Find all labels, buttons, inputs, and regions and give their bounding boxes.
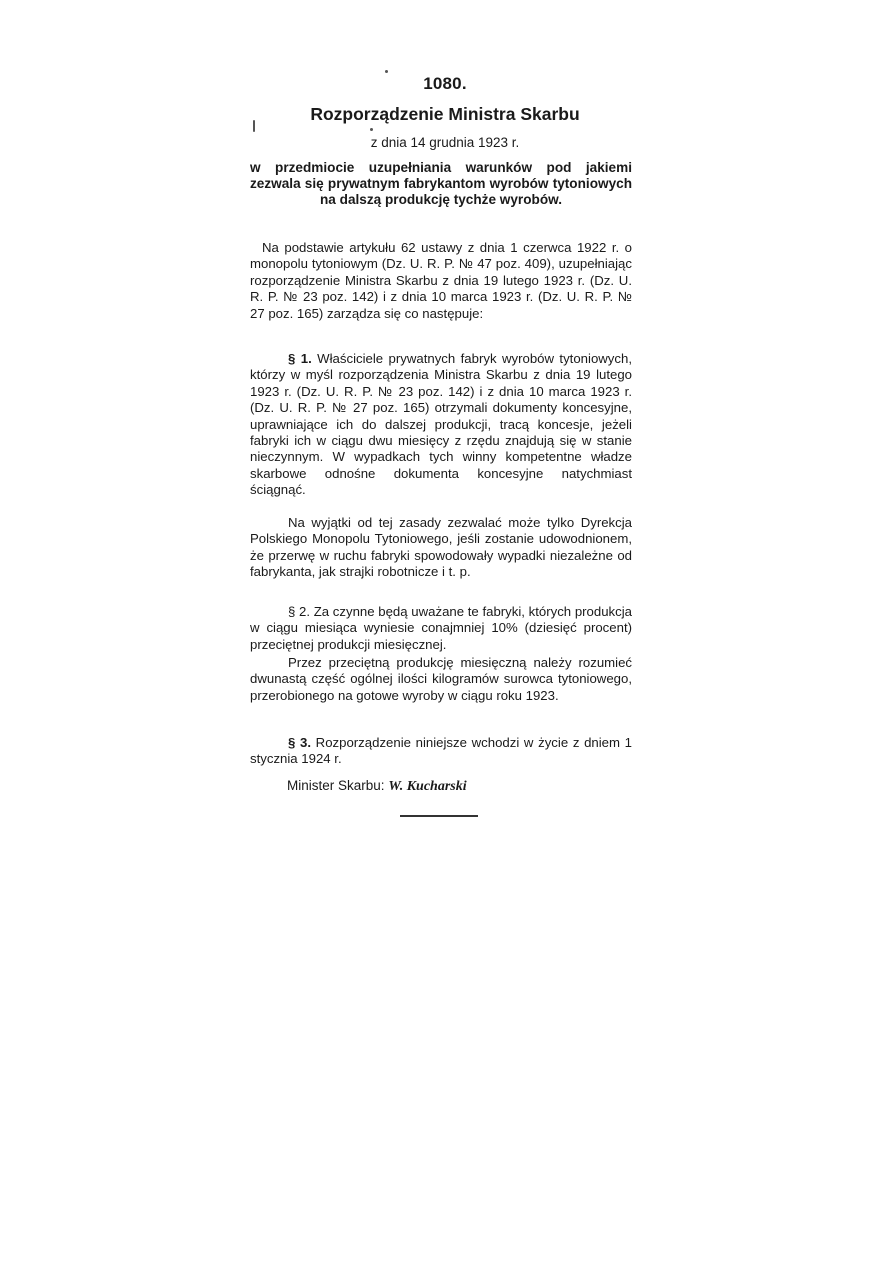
signature-line (287, 778, 627, 795)
signature-name: W. Kucharski (388, 779, 467, 794)
item-number: 1080. (423, 74, 467, 93)
section-3-text: Rozporządzenie niniejsze wchodzi w życie z dniem 1 stycznia 1924 r. (250, 735, 632, 767)
section-2-label: § 2. (288, 604, 311, 619)
regulation-date: z dnia 14 grudnia 1923 r. (370, 135, 520, 150)
closing-rule (400, 815, 478, 817)
regulation-subject: w przedmiocie uzupełniania warunków pod jakiemi zezwala się prywatnym fabrykantom wyrobów tytoniowych na dalszą produkcję tychże wyrobów. (250, 160, 632, 208)
scan-speck (385, 70, 388, 73)
section-1-text: Właściciele prywatnych fabryk wyrobów tytoniowych, którzy w myśl rozporządzenia Ministra Skarbu z dnia 19 lutego 1923 r. (Dz. U. R. P. № 23 poz. 142) i z dnia 10 marca 1923 r. (Dz. U. R. P. № 27 poz. 165) otrzymali dokumenty koncesyjne, uprawniające ich do dalszej produkcji, tracą koncesje, jeżeli fabryki ich w ciągu dwu miesięcy z rzędu znajdują się w stanie nieczynnym. W wypadkach tych winny kompetentne władze skarbowe odnośne dokumenta koncesyjne natychmiast ściągnąć. (250, 351, 632, 498)
regulation-title: Rozporządzenie Ministra Skarbu (310, 104, 580, 124)
scan-speck (370, 128, 373, 131)
section-2-paragraph (250, 604, 632, 653)
intro-paragraph: Na podstawie artykułu 62 ustawy z dnia 1 czerwca 1922 r. o monopolu tytoniowym (Dz. U. R. P. № 47 poz. 409), uzupełniając rozporządzenie Ministra Skarbu z dnia 19 lutego 1923 r. (Dz. U. R. P. № 23 poz. 142) i z dnia 10 marca 1923 r. (Dz. U. R. P. № 27 poz. 165) zarządza się co następuje: (250, 240, 632, 321)
section-1-label: § 1. (288, 351, 312, 366)
section-3-label: § 3. (288, 735, 311, 750)
section-1-paragraph-2: Na wyjątki od tej zasady zezwalać może tylko Dyrekcja Polskiego Monopolu Tytoniowego, jeśli zostanie udowodnionem, że przerwę w ruchu fabryki spowodowały wypadki niezależne od fabrykanta, jak strajki robotnicze i t. p. (250, 515, 632, 580)
section-3-paragraph (250, 735, 632, 768)
section-1-paragraph (250, 351, 632, 499)
section-2-paragraph-2: Przez przeciętną produkcję miesięczną należy rozumieć dwunastą część ogólnej ilości kilogramów surowca tytoniowego, przerobionego na gotowe wyroby w ciągu roku 1923. (250, 655, 632, 703)
signature-role: Minister Skarbu: (287, 778, 385, 793)
scan-speck (253, 120, 255, 132)
section-2-text: Za czynne będą uważane te fabryki, których produkcja w ciągu miesiąca wyniesie conajmniej 10% (dziesięć procent) przeciętnej produkcji miesięcznej. (250, 604, 633, 652)
